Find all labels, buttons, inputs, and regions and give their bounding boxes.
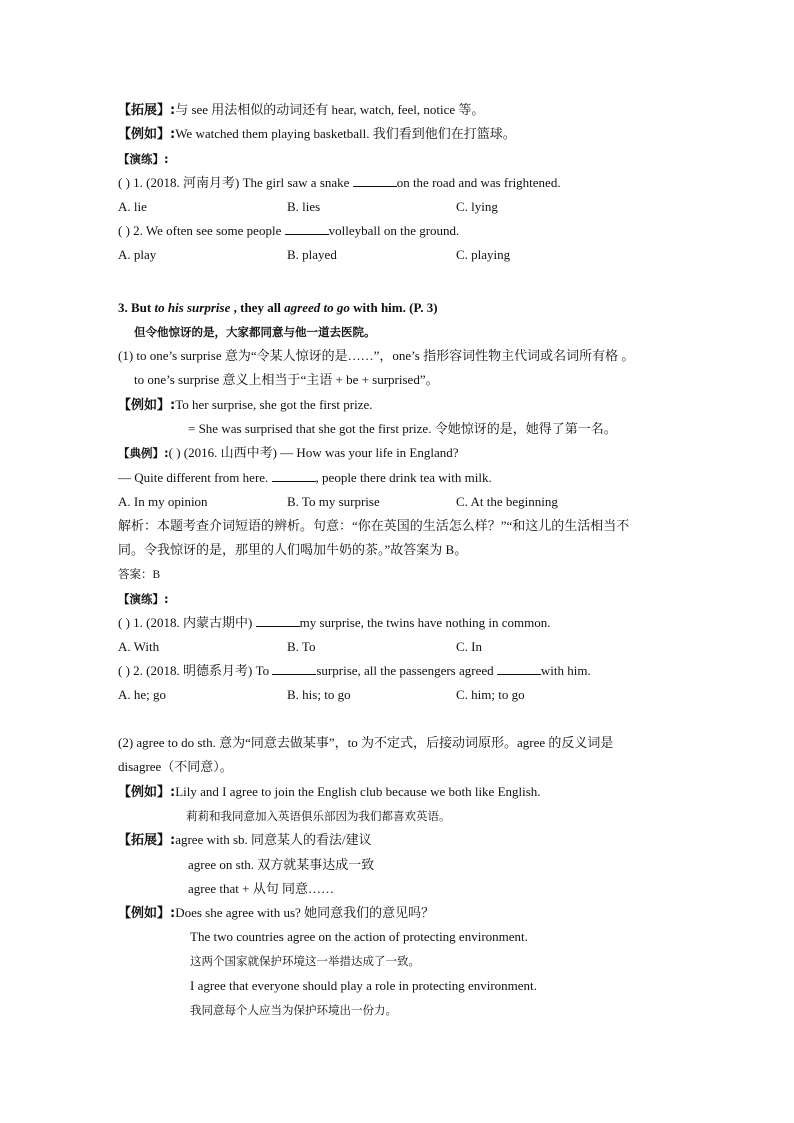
question-text: 2. (2018. 明德系月考) To — [129, 663, 273, 678]
tag-label: 【例如】: — [118, 398, 176, 413]
line-text: To her surprise, she got the first prize. — [175, 397, 373, 412]
option-c[interactable]: C. In — [456, 639, 482, 654]
answer-blank[interactable] — [353, 174, 397, 187]
answer-paren[interactable]: ( ) — [118, 223, 130, 238]
option-c[interactable]: C. lying — [456, 199, 498, 214]
dialogue-line — [118, 469, 492, 487]
explanation-line: (1) to one’s surprise 意为“令某人惊讶的是……”，one’s 指形容词性物主代词或名词所有格 。 — [118, 348, 635, 363]
translation-line: 这两个国家就保护环境这一举措达成了一致。 — [190, 954, 420, 968]
explanation-line: disagree（不同意）。 — [118, 759, 233, 774]
example-line — [118, 125, 516, 144]
extension-line: agree on sth. 双方就某事达成一致 — [188, 857, 375, 872]
tag-label: 【例如】: — [118, 127, 176, 142]
tag-label: 【演练】: — [118, 592, 169, 606]
tag-label: 【演练】: — [118, 152, 169, 166]
italic-phrase: agreed to go — [284, 300, 350, 315]
option-a[interactable]: A. In my opinion — [118, 494, 208, 509]
answer-blank[interactable] — [272, 469, 316, 482]
question-2 — [118, 662, 591, 680]
tag-label: 【例如】: — [118, 785, 176, 800]
line-text: Lily and I agree to join the English club because we both like English. — [175, 784, 541, 799]
answer-blank[interactable] — [272, 662, 316, 675]
extension-line: agree that + 从句 同意…… — [188, 881, 334, 896]
line-text: ( ) (2016. 山西中考) — How was your life in England? — [168, 445, 459, 460]
question-1 — [118, 174, 561, 192]
analysis-line: 同。令我惊讶的是，那里的人们喝加牛奶的茶。”故答案为 B。 — [118, 542, 468, 557]
answer-blank[interactable] — [285, 222, 329, 235]
question-text: 1. (2018. 河南月考) The girl saw a snake — [129, 175, 353, 190]
typical-example-line — [118, 444, 459, 462]
line-text: Does she agree with us? 她同意我们的意见吗？ — [175, 905, 435, 920]
example-line: The two countries agree on the action of protecting environment. — [190, 929, 528, 944]
example-line: = She was surprised that she got the first prize. 令她惊讶的是，她得了第一名。 — [188, 421, 617, 436]
practice-heading — [118, 590, 169, 609]
line-text: 与 see 用法相似的动词还有 hear, watch, feel, notice 等。 — [175, 102, 485, 117]
option-b[interactable]: B. his; to go — [287, 687, 351, 702]
option-a[interactable]: A. lie — [118, 199, 147, 214]
tag-label: 【典例】: — [118, 446, 169, 460]
option-c[interactable]: C. At the beginning — [456, 494, 558, 509]
explanation-line: to one’s surprise 意义上相当于“主语 + be + surprised”。 — [134, 372, 439, 387]
question-text: on the road and was frightened. — [396, 175, 561, 190]
example-line — [118, 396, 373, 415]
heading-text: , they all — [230, 300, 285, 315]
answer-blank[interactable] — [497, 662, 541, 675]
tag-label: 【拓展】: — [118, 103, 176, 118]
option-a[interactable]: A. play — [118, 247, 157, 262]
example-line: I agree that everyone should play a role in protecting environment. — [190, 978, 537, 993]
tag-label: 【例如】: — [118, 906, 176, 921]
option-a[interactable]: A. With — [118, 639, 160, 654]
line-text: , people there drink tea with milk. — [315, 470, 492, 485]
example-line — [118, 783, 541, 802]
question-text: surprise, all the passengers agreed — [316, 663, 497, 678]
practice-heading — [118, 150, 169, 169]
question-text: 1. (2018. 内蒙古期中) — [129, 615, 256, 630]
question-text: my surprise, the twins have nothing in common. — [299, 615, 551, 630]
heading-text: with him. (P. 3) — [349, 300, 438, 315]
translation-line: 莉莉和我同意加入英语俱乐部因为我们都喜欢英语。 — [186, 809, 451, 823]
option-c[interactable]: C. playing — [456, 247, 511, 262]
tag-label: 【拓展】: — [118, 833, 176, 848]
extension-line — [118, 831, 372, 850]
answer-blank[interactable] — [256, 614, 300, 627]
line-text: — Quite different from here. — [118, 470, 272, 485]
option-a[interactable]: A. he; go — [118, 687, 167, 702]
option-b[interactable]: B. played — [287, 247, 337, 262]
translation-line: 我同意每个人应当为保护环境出一份力。 — [190, 1003, 397, 1017]
section-number: 3. But — [118, 300, 155, 315]
section-3-heading — [118, 299, 438, 317]
answer-line: 答案：B — [118, 569, 161, 581]
answer-paren[interactable]: ( ) — [118, 615, 130, 630]
option-b[interactable]: B. lies — [287, 199, 321, 214]
question-text: volleyball on the ground. — [328, 223, 460, 238]
question-2 — [118, 222, 459, 240]
option-b[interactable]: B. To my surprise — [287, 494, 380, 509]
explanation-line: (2) agree to do sth. 意为“同意去做某事”，to 为不定式，后接动词原形。agree 的反义词是 — [118, 735, 614, 750]
question-text: with him. — [540, 663, 591, 678]
option-b[interactable]: B. To — [287, 639, 316, 654]
italic-phrase: to his surprise — [154, 300, 231, 315]
question-1 — [118, 614, 551, 632]
example-line — [118, 904, 434, 923]
line-text: agree with sb. 同意某人的看法/建议 — [175, 832, 372, 847]
section-3-translation: 但令他惊讶的是，大家都同意与他一道去医院。 — [134, 325, 376, 339]
answer-paren[interactable]: ( ) — [118, 663, 130, 678]
extension-line — [118, 101, 484, 120]
option-c[interactable]: C. him; to go — [456, 687, 525, 702]
answer-paren[interactable]: ( ) — [118, 175, 130, 190]
analysis-line: 解析：本题考查介词短语的辨析。句意：“你在英国的生活怎么样？”“和这儿的生活相当不 — [118, 518, 630, 533]
question-text: 2. We often see some people — [129, 223, 285, 238]
line-text: We watched them playing basketball. 我们看到他们在打篮球。 — [175, 126, 516, 141]
